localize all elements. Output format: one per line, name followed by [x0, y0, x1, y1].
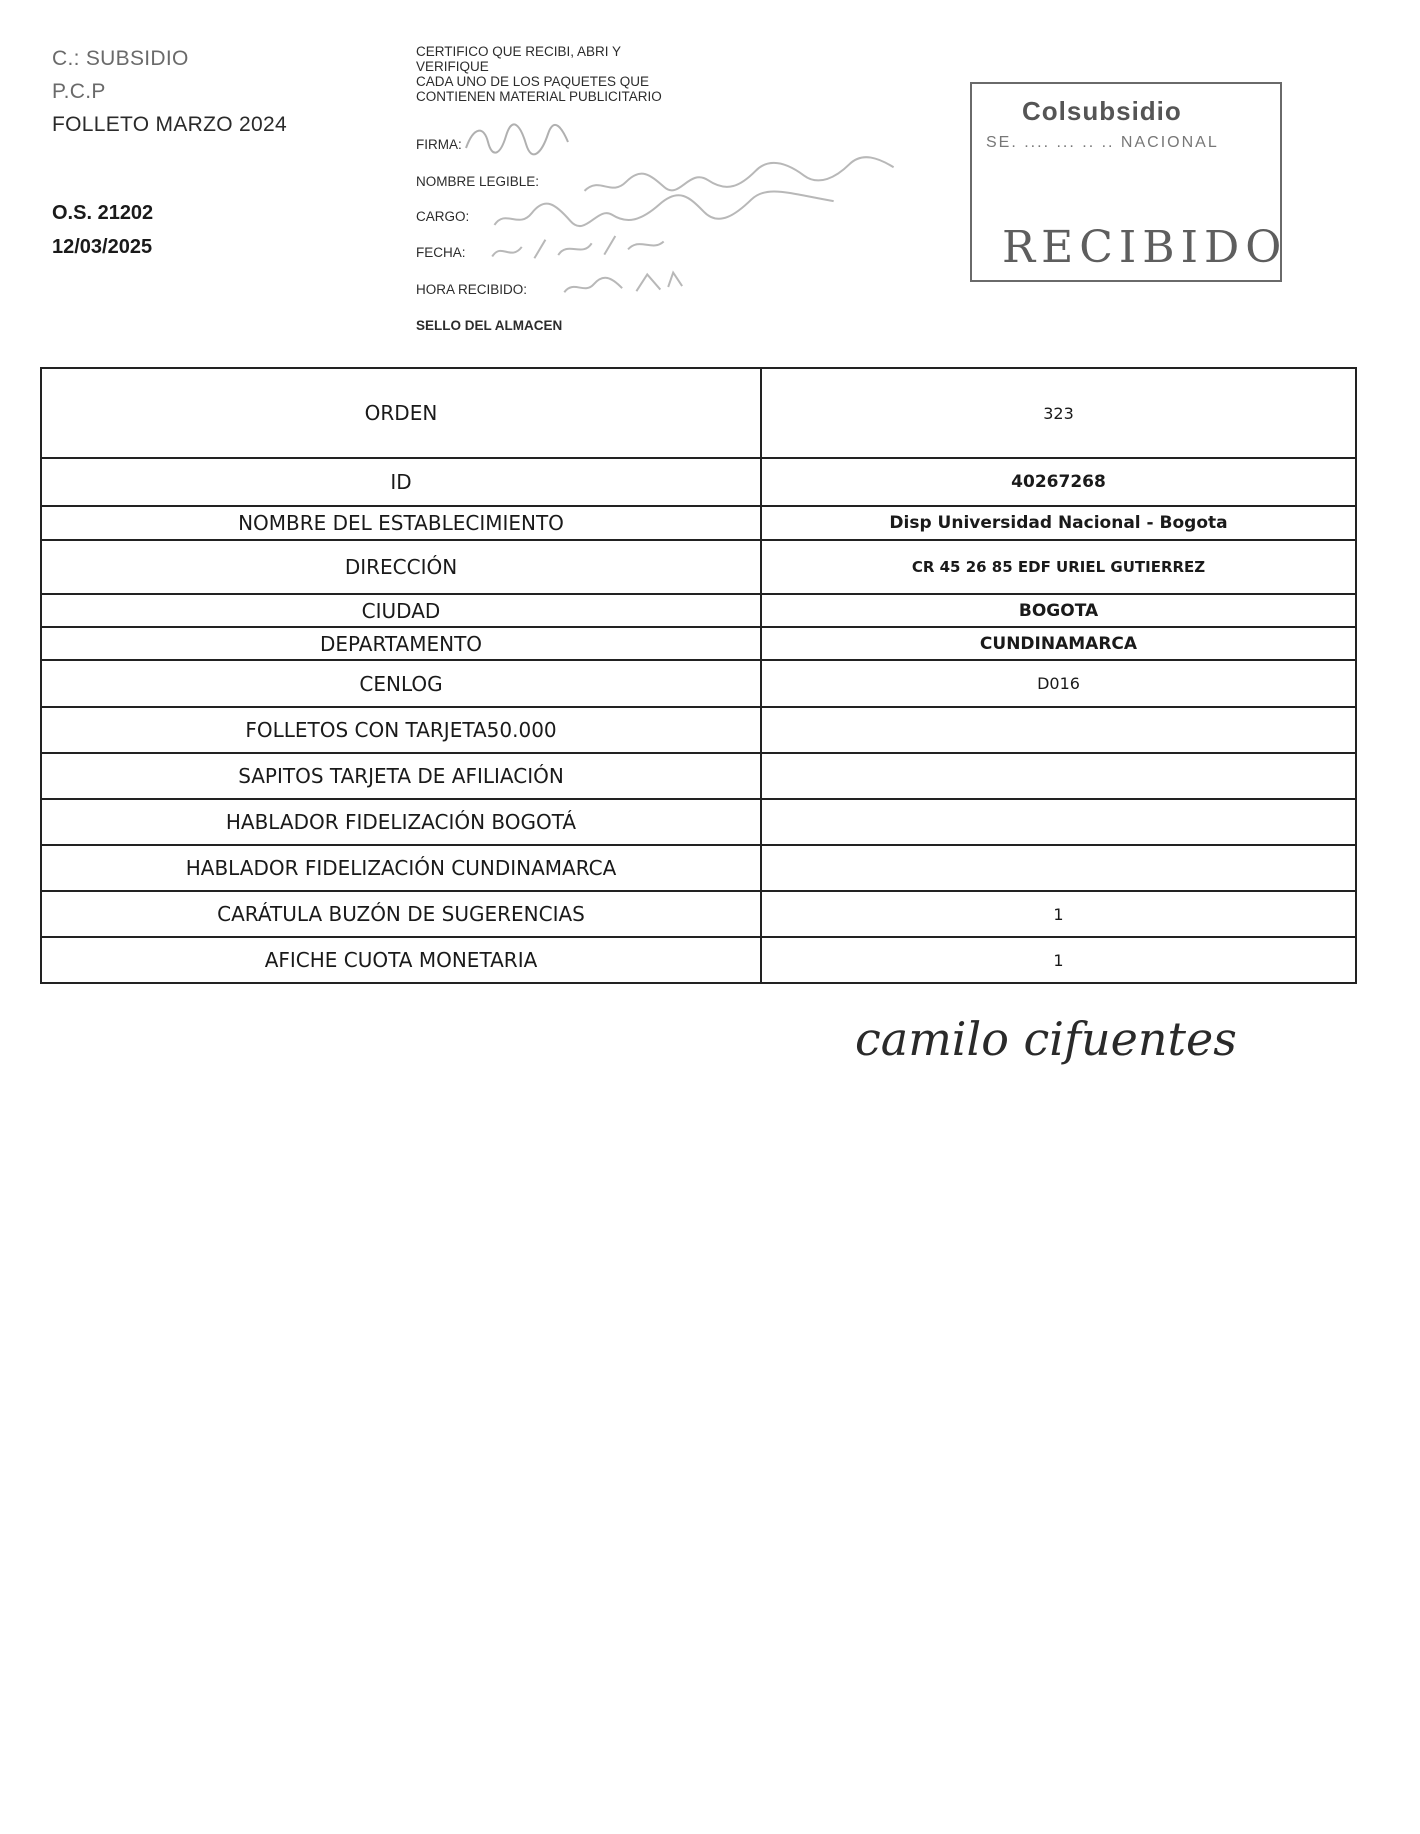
stamp-received: RECIBIDO — [1002, 222, 1288, 273]
table-row — [41, 594, 1356, 627]
row-value — [761, 753, 1356, 799]
table-row — [41, 660, 1356, 707]
row-label: FOLLETOS CON TARJETA50.000 — [41, 707, 761, 753]
stamp-subtitle: SE. .... ... .. .. NACIONAL — [986, 134, 1219, 151]
table-row — [41, 845, 1356, 891]
cargo-label: CARGO: — [416, 209, 470, 224]
row-value: 40267268 — [761, 458, 1356, 506]
table-row — [41, 368, 1356, 458]
firma-scribble — [462, 122, 572, 162]
table-row — [41, 458, 1356, 506]
row-value — [761, 799, 1356, 845]
row-value: 1 — [761, 937, 1356, 983]
row-label: ID — [41, 458, 761, 506]
pcp-label: P.C.P — [52, 80, 106, 103]
table-row — [41, 937, 1356, 983]
table-row — [41, 707, 1356, 753]
cert-line: CERTIFICO QUE RECIBI, ABRI Y — [416, 44, 622, 59]
row-label: CARÁTULA BUZÓN DE SUGERENCIAS — [41, 891, 761, 937]
hora-handwriting — [559, 264, 691, 309]
company-name: C.: SUBSIDIO — [52, 47, 189, 70]
folleto-title: FOLLETO MARZO 2024 — [52, 113, 287, 136]
nombre-label: NOMBRE LEGIBLE: — [416, 174, 540, 189]
row-label: NOMBRE DEL ESTABLECIMIENTO — [41, 506, 761, 540]
received-stamp — [970, 82, 1288, 282]
row-label: HABLADOR FIDELIZACIÓN BOGOTÁ — [41, 799, 761, 845]
row-value: CUNDINAMARCA — [761, 627, 1356, 660]
row-value: 323 — [761, 368, 1356, 458]
row-label: CIUDAD — [41, 594, 761, 627]
row-value: D016 — [761, 660, 1356, 707]
certification-text — [416, 44, 756, 104]
os-number: O.S. 21202 — [52, 202, 154, 224]
fecha-label: FECHA: — [416, 245, 466, 260]
row-value — [761, 707, 1356, 753]
row-value: CR 45 26 85 EDF URIEL GUTIERREZ — [761, 540, 1356, 594]
row-label: AFICHE CUOTA MONETARIA — [41, 937, 761, 983]
row-label: DIRECCIÓN — [41, 540, 761, 594]
row-value — [761, 845, 1356, 891]
row-label: HABLADOR FIDELIZACIÓN CUNDINAMARCA — [41, 845, 761, 891]
row-label: DEPARTAMENTO — [41, 627, 761, 660]
table-row — [41, 627, 1356, 660]
row-label: ORDEN — [41, 368, 761, 458]
cert-line: VERIFIQUE — [416, 59, 489, 74]
hora-label: HORA RECIBIDO: — [416, 282, 528, 297]
os-date: 12/03/2025 — [52, 236, 153, 258]
table-row — [41, 891, 1356, 937]
row-value: BOGOTA — [761, 594, 1356, 627]
table-row — [41, 506, 1356, 540]
cert-line: CADA UNO DE LOS PAQUETES QUE — [416, 74, 650, 89]
row-value: Disp Universidad Nacional - Bogota — [761, 506, 1356, 540]
table-row — [41, 799, 1356, 845]
sello-label: SELLO DEL ALMACEN — [416, 318, 563, 333]
table-row — [41, 540, 1356, 594]
receiver-signature: camilo cifuentes — [855, 1012, 1237, 1066]
delivery-table — [40, 367, 1357, 984]
row-label: CENLOG — [41, 660, 761, 707]
row-label: SAPITOS TARJETA DE AFILIACIÓN — [41, 753, 761, 799]
row-value: 1 — [761, 891, 1356, 937]
table-row — [41, 753, 1356, 799]
order-service-block — [52, 196, 153, 264]
header-left — [52, 42, 287, 141]
cert-line: CONTIENEN MATERIAL PUBLICITARIO — [416, 89, 662, 104]
stamp-logo: Colsubsidio — [1022, 96, 1182, 126]
firma-label: FIRMA: — [416, 137, 462, 152]
